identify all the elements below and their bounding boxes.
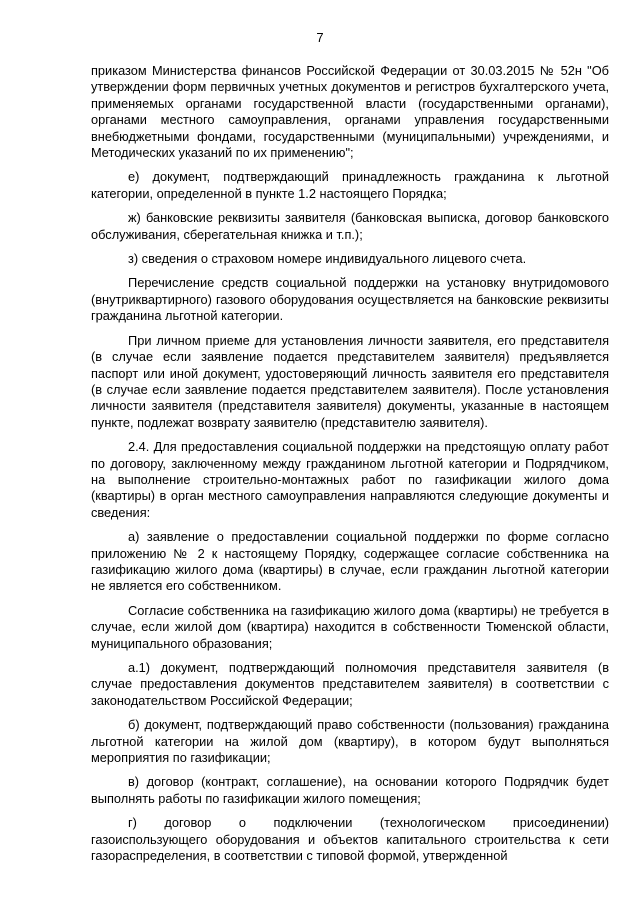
paragraph-item-zh: ж) банковские реквизиты заявителя (банковская выписка, договор банковского обслуживания, сберегательная книжка и т.п.);: [91, 210, 609, 242]
paragraph-personal-reception: При личном приеме для установления личности заявителя, его представителя (в случае если заявление подается представителем заявителя) предъявляется паспорт или иной документ, удостоверяющий личность заявителя его представителя (в случае если заявление подается представителем заявителя). После установления личности заявителя (представителя заявителя) документы, указанные в настоящем пункте, подлежат возврату заявителю (представителю заявителя).: [91, 332, 609, 430]
paragraph-item-v: в) договор (контракт, соглашение), на основании которого Подрядчик будет выполнять работы по газификации жилого помещения;: [91, 774, 609, 806]
paragraph-item-e: е) документ, подтверждающий принадлежность гражданина к льготной категории, определенной в пункте 1.2 настоящего Порядка;: [91, 169, 609, 201]
paragraph-owner-consent: Согласие собственника на газификацию жилого дома (квартиры) не требуется в случае, если жилой дом (квартира) находится в собственности Тюменской области, муниципального образования;: [91, 602, 609, 651]
paragraph-transfer: Перечисление средств социальной поддержки на установку внутридомового (внутриквартирного) газового оборудования осуществляется на банковские реквизиты гражданина льготной категории.: [91, 275, 609, 324]
paragraph-order-reference: приказом Министерства финансов Российской Федерации от 30.03.2015 № 52н "Об утверждении форм первичных учетных документов и регистров бухгалтерского учета, применяемых органами государственной власти (государственными органами), органами местного самоуправления, органами управления государственными внебюджетными фондами, государственными (муниципальными) учреждениями, и Методических указаний по их применению";: [91, 63, 609, 161]
document-body: [91, 63, 609, 872]
paragraph-item-z: з) сведения о страховом номере индивидуального лицевого счета.: [128, 251, 527, 267]
paragraph-item-g: г) договор о подключении (технологическом присоединении) газоиспользующего оборудования и объектов капитального строительства к сети газораспределения, в соответствии с типовой формой, утвержденной: [91, 815, 609, 864]
paragraph-section-2-4: 2.4. Для предоставления социальной поддержки на предстоящую оплату работ по договору, заключенному между гражданином льготной категории и Подрядчиком, на выполнение строительно-монтажных работ по газификации жилого дома (квартиры) в орган местного самоуправления направляются следующие документы и сведения:: [91, 439, 609, 520]
paragraph-item-b: б) документ, подтверждающий право собственности (пользования) гражданина льготной категории на жилой дом (квартиру), в котором будут выполняться мероприятия по газификации;: [91, 717, 609, 766]
paragraph-item-a1: а.1) документ, подтверждающий полномочия представителя заявителя (в случае предоставления документов представителем заявителя) в соответствии с законодательством Российской Федерации;: [91, 660, 609, 708]
page-number: 7: [316, 30, 324, 45]
paragraph-item-a: а) заявление о предоставлении социальной поддержки по форме согласно приложению № 2 к настоящему Порядку, содержащее согласие собственника на газификацию жилого дома (квартиры) в случае, если гражданин льготной категории не является его собственником.: [91, 529, 609, 594]
